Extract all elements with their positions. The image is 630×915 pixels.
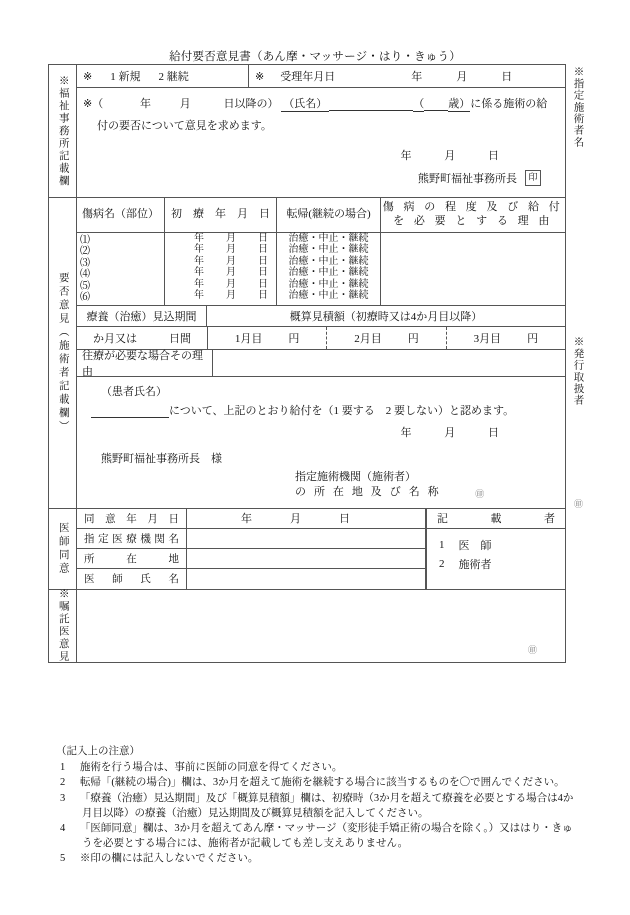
doctor-consent-section [49,509,565,590]
recorder-option-2[interactable] [439,555,565,574]
note-item-3 [56,792,576,822]
visit-reason-label: 往療が必要な場合その理由 [77,350,213,376]
application-type-row [77,65,565,88]
visit-reason-row [77,350,565,377]
note-4-number: 4 [60,823,66,835]
note-item-4 [56,822,576,852]
notes-title: （記入上の注意） [56,746,140,757]
estimate-header-row [77,306,565,327]
header-reason [381,198,565,232]
designated-institution-row [77,529,425,549]
request-line-2: 付の要否について意見を求めます。 [97,120,272,132]
doctor-consent-side-label-text: 医師同意 [57,521,69,576]
issuer-seal-icon: ㊞ [574,499,584,509]
welfare-day[interactable]: 日 [488,150,499,162]
notes-block [56,745,576,868]
doctor-name-label: 医 師 氏 名 [77,569,187,589]
row-number-4: ⑷ [80,269,90,281]
date-row-5[interactable]: 年 月 日 [194,278,268,290]
estimate-month-2-unit: 円 [407,333,419,345]
request-prefix: ※（ [83,98,104,110]
label-issuer: ※発行取扱者 [572,336,584,407]
acceptance-day[interactable]: 日 [501,71,513,83]
period-value-group[interactable] [77,327,208,349]
welfare-office-side-label [49,65,77,197]
row-number-6: ⑹ [80,291,90,303]
recorder-option-1-num: 1 [439,539,445,552]
estimate-month-2-label: 2月目 [354,333,382,345]
outcome-row-6[interactable]: 治癒・中止・継続 [288,289,369,301]
note-3-number: 3 [60,792,66,804]
estimate-months-group [208,327,565,349]
date-row-1[interactable]: 年 月 日 [194,233,268,244]
doctor-name-input[interactable] [187,569,425,589]
outcome-row-2[interactable]: 治癒・中止・継続 [288,244,369,256]
address-row [77,549,425,569]
period-days-label: 日間 [169,333,191,345]
visit-reason-input[interactable] [213,350,565,376]
consent-day[interactable]: 日 [339,513,350,526]
note-item-2 [56,776,576,791]
welfare-office-side-label-text: ※福祉事務所記載欄 [57,74,69,188]
date-row-3[interactable]: 年 月 日 [194,255,268,267]
header-outcome: 転帰(継続の場合) [277,198,381,232]
acceptance-month[interactable]: 月 [456,71,468,83]
welfare-office-section [49,65,565,198]
injury-table-body [77,233,565,306]
patient-name-blank[interactable] [91,405,169,418]
acceptance-year[interactable]: 年 [411,71,423,83]
acceptance-date-label: 受理年月日 [280,71,336,83]
recorder-block [427,509,565,589]
statement-addressee: 熊野町福祉事務所長 様 [101,453,222,465]
note-5-number: 5 [60,853,66,865]
estimate-month-3-unit: 円 [527,333,539,345]
row-number-1: ⑴ [80,235,90,246]
date-row-6[interactable]: 年 月 日 [194,289,268,301]
request-line-1 [83,95,557,112]
designated-institution-label: 指 定 医 療 機 関 名 [77,529,187,548]
address-input[interactable] [187,549,425,568]
commissioned-doctor-seal-icon: ㊞ [527,644,537,655]
outcome-row-3[interactable]: 治癒・中止・継続 [288,255,369,267]
request-since-suffix: 日以降の） [223,98,279,110]
row-number-3: ⑶ [80,257,90,269]
welfare-office-signature [83,170,557,186]
header-injury-name: 傷病名（部位） [77,198,165,232]
consent-month[interactable]: 月 [290,513,301,526]
request-month[interactable]: 月 [179,98,191,110]
consent-year[interactable]: 年 [241,513,252,526]
institution-seal-icon: ㊞ [475,488,485,499]
address-label: 所 在 地 [77,549,187,568]
notes-list [56,761,576,867]
form-frame [48,64,566,663]
statement-about-text: について、上記のとおり給付を（1 要する 2 要しない）と認めます。 [169,405,515,417]
injury-table-header [77,198,565,233]
date-row-2[interactable]: 年 月 日 [194,244,268,256]
injury-row-numbers[interactable] [77,233,165,305]
statement-year[interactable]: 年 [400,427,412,439]
row-number-5: ⑸ [80,280,90,292]
commissioned-doctor-input[interactable] [77,590,565,662]
date-row-4[interactable]: 年 月 日 [194,267,268,279]
commissioned-doctor-side-label [49,590,77,662]
age-label: 歳） [448,95,470,112]
recorder-header: 記 載 者 [427,509,565,529]
option-new[interactable]: 1 新規 [110,71,141,83]
period-months-label: か月又は [93,333,137,345]
patient-name-label: （氏名） [281,95,329,112]
request-tail: に係る施術の給 [470,98,548,110]
institution-line-2: の 所 在 地 及 び 名 称 [295,485,442,498]
commissioned-doctor-section [49,590,565,662]
age-open-paren: （ [413,95,424,112]
estimate-month-1-label: 1月目 [234,333,263,345]
note-1-text: 施術を行う場合は、事前に医師の同意を得てください。 [79,761,343,773]
note-5-text: ※印の欄には記入しないでください。 [79,853,259,865]
consent-date-label: 同 意 年 月 日 [77,509,187,528]
header-reason-line1: 傷 病 の 程 度 及 び 給 付 [382,201,564,214]
institution-line-1: 指定施術機関（施術者） [295,471,416,483]
outcome-row-1[interactable]: 治癒・中止・継続 [288,233,369,244]
note-3-text: 「療養（治癒）見込期間」及び「概算見積額」欄は、初療時（3か月を超えて療養を必要とする場合は4か月目以降）の療養（治癒）見込期間及び概算見積額を記入してください。 [79,792,574,819]
estimate-header: 概算見積額（初療時又は4か月目以降） [289,311,483,323]
commissioned-doctor-side-label-text: ※嘱託医意見 [57,588,69,664]
first-treatment-dates[interactable] [165,233,277,305]
welfare-month[interactable]: 月 [444,150,456,162]
header-reason-line2: を 必 要 と す る 理 由 [393,215,553,227]
doctor-name-row [77,569,425,589]
opinion-side-label [49,198,77,508]
option-continue[interactable]: 2 継続 [158,71,189,83]
mark-asterisk-icon: ※ [83,70,93,83]
note-2-text: 転帰「(継続の場合)」欄は、3か月を超えて施術を継続する場合に該当するものを〇で囲んでください。 [79,777,565,789]
outcome-row-5[interactable]: 治癒・中止・継続 [288,278,369,290]
welfare-signature-date[interactable] [83,147,557,163]
request-statement [77,88,565,197]
recorder-option-1-label: 医 師 [458,540,492,553]
outcome-options-column[interactable] [277,233,381,305]
estimate-month-3[interactable] [447,327,565,349]
consent-date-value[interactable] [187,509,425,528]
seal-stamp-icon: 印 [525,170,541,186]
note-2-number: 2 [60,777,66,789]
recorder-option-2-num: 2 [439,558,445,571]
estimate-month-3-label: 3月目 [473,333,502,345]
application-type-group[interactable] [77,65,249,87]
welfare-office-name: 熊野町福祉事務所長 [418,173,517,185]
recorder-options [427,529,565,574]
opinion-section [49,198,565,509]
statement-main-line [87,402,557,418]
doctor-consent-side-label [49,509,77,589]
estimate-month-2[interactable] [327,327,446,349]
statement-date[interactable] [87,424,557,440]
designated-institution-input[interactable] [187,529,425,548]
outcome-row-4[interactable]: 治癒・中止・継続 [288,267,369,279]
institution-block [295,470,557,500]
period-header: 療養（治癒）見込期間 [77,306,207,326]
page-title: 給付要否意見書（あん摩・マッサージ・はり・きゅう） [169,51,461,63]
row-number-2: ⑵ [80,246,90,258]
practitioner-statement [77,377,565,508]
statement-day[interactable]: 日 [488,427,499,439]
note-item-1 [56,761,576,776]
accept-mark-icon: ※ [255,70,265,83]
header-first-treatment-date: 初 療 年 月 日 [165,198,277,232]
note-1-number: 1 [60,761,66,773]
estimate-month-1-unit: 円 [288,333,300,345]
note-4-text: 「医師同意」欄は、3か月を超えてあん摩・マッサージ（変形徒手矯正術の場合を除く。）又ははり・きゅうを必要とする場合には、施術者が記載しても差し支えありません。 [79,823,573,849]
estimate-month-1[interactable] [208,327,327,349]
patient-name-field-label: （患者氏名） [101,386,167,398]
label-designated-practitioner: ※指定施術者名 [572,66,584,148]
consent-date-row [77,509,425,529]
doctor-consent-fields [77,509,427,589]
statement-month[interactable]: 月 [444,427,456,439]
welfare-year[interactable]: 年 [400,150,412,162]
note-item-5 [56,852,576,867]
recorder-option-1[interactable] [439,536,565,555]
request-year[interactable]: 年 [139,98,151,110]
reason-input-area[interactable] [381,233,565,305]
acceptance-date-group[interactable] [249,65,565,87]
recorder-option-2-label: 施術者 [458,559,492,572]
opinion-side-label-text: 要否意見（施術者記載欄） [57,271,69,434]
